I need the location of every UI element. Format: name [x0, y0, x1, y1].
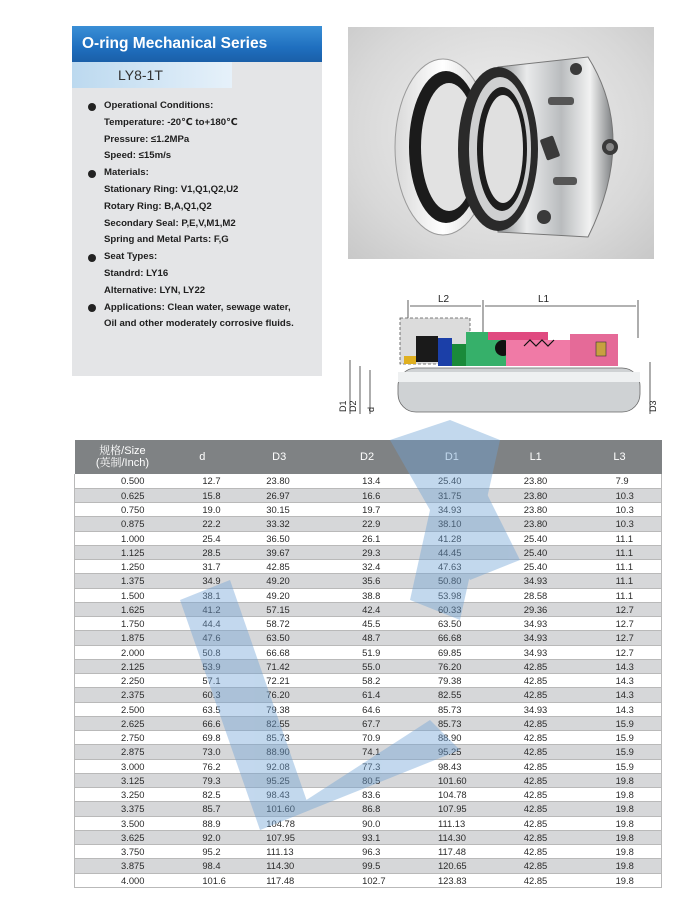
- table-cell: 93.1: [324, 830, 410, 844]
- spec-item: [86, 283, 318, 300]
- spec-text: Materials:: [104, 167, 149, 179]
- table-cell: 71.42: [234, 659, 324, 673]
- table-cell: 3.625: [75, 830, 171, 844]
- table-cell: 76.20: [234, 688, 324, 702]
- table-cell: 15.9: [578, 759, 662, 773]
- spec-text: Secondary Seal: P,E,V,M1,M2: [104, 217, 236, 229]
- table-cell: 11.1: [578, 588, 662, 602]
- table-cell: 1.875: [75, 631, 171, 645]
- table-row: [75, 802, 662, 816]
- header-size: 规格/Size (英制/Inch): [75, 440, 171, 474]
- table-row: [75, 731, 662, 745]
- table-cell: 41.28: [410, 531, 494, 545]
- table-row: [75, 702, 662, 716]
- table-cell: 26.1: [324, 531, 410, 545]
- table-cell: 79.38: [234, 702, 324, 716]
- table-cell: 47.63: [410, 560, 494, 574]
- table-cell: 2.625: [75, 716, 171, 730]
- table-cell: 85.73: [234, 731, 324, 745]
- table-cell: 42.85: [494, 688, 578, 702]
- table-cell: 45.5: [324, 617, 410, 631]
- table-cell: 1.625: [75, 602, 171, 616]
- table-cell: 74.1: [324, 745, 410, 759]
- table-cell: 3.000: [75, 759, 171, 773]
- table-cell: 23.80: [494, 517, 578, 531]
- table-cell: 2.250: [75, 674, 171, 688]
- table-cell: 11.1: [578, 560, 662, 574]
- table-cell: 0.625: [75, 488, 171, 502]
- table-cell: 19.0: [170, 503, 234, 517]
- table-cell: 25.40: [494, 531, 578, 545]
- spec-text: Applications: Clean water, sewage water,: [104, 301, 291, 313]
- table-cell: 98.43: [234, 788, 324, 802]
- table-cell: 14.3: [578, 702, 662, 716]
- table-row: [75, 602, 662, 616]
- table-cell: 1.250: [75, 560, 171, 574]
- table-cell: 44.45: [410, 545, 494, 559]
- table-cell: 50.8: [170, 645, 234, 659]
- table-cell: 42.85: [234, 560, 324, 574]
- table-body: [75, 474, 662, 887]
- seal-diagram: [338, 290, 660, 420]
- table-row: [75, 859, 662, 873]
- table-cell: 15.9: [578, 731, 662, 745]
- spec-text: Alternative: LYN, LY22: [104, 284, 206, 296]
- spec-text: Temperature: -20℃ to+180℃: [104, 116, 238, 128]
- table-cell: 34.93: [494, 617, 578, 631]
- table-cell: 42.85: [494, 873, 578, 887]
- table-cell: 42.85: [494, 759, 578, 773]
- d1-label: D1: [338, 400, 348, 412]
- table-cell: 92.08: [234, 759, 324, 773]
- spec-heading: [86, 165, 318, 182]
- spec-heading: [86, 249, 318, 266]
- table-cell: 19.8: [578, 845, 662, 859]
- table-cell: 117.48: [410, 845, 494, 859]
- d-label: d: [366, 406, 376, 412]
- product-photo: [348, 27, 654, 259]
- spec-text: Standrd: LY16: [104, 267, 169, 279]
- table-cell: 101.60: [234, 802, 324, 816]
- table-cell: 15.9: [578, 745, 662, 759]
- table-row: [75, 503, 662, 517]
- table-cell: 29.36: [494, 602, 578, 616]
- table-row: [75, 788, 662, 802]
- table-cell: 23.80: [494, 488, 578, 502]
- bullet-icon: [88, 103, 96, 111]
- header-d3: D3: [234, 440, 324, 474]
- table-row: [75, 560, 662, 574]
- table-cell: 35.6: [324, 574, 410, 588]
- table-cell: 22.9: [324, 517, 410, 531]
- spec-text: Pressure: ≤1.2MPa: [104, 133, 190, 145]
- table-cell: 36.50: [234, 531, 324, 545]
- table-cell: 99.5: [324, 859, 410, 873]
- table-cell: 14.3: [578, 659, 662, 673]
- table-cell: 38.10: [410, 517, 494, 531]
- spec-panel: [72, 26, 322, 376]
- table-cell: 42.85: [494, 859, 578, 873]
- table-cell: 104.78: [410, 788, 494, 802]
- table-cell: 42.85: [494, 731, 578, 745]
- table-cell: 26.97: [234, 488, 324, 502]
- table-cell: 42.85: [494, 788, 578, 802]
- table-cell: 82.55: [410, 688, 494, 702]
- table-cell: 2.875: [75, 745, 171, 759]
- table-cell: 114.30: [234, 859, 324, 873]
- header-d1: D1: [410, 440, 494, 474]
- table-cell: 53.98: [410, 588, 494, 602]
- table-row: [75, 716, 662, 730]
- table-cell: 31.75: [410, 488, 494, 502]
- table-cell: 63.50: [234, 631, 324, 645]
- table-cell: 12.7: [578, 645, 662, 659]
- table-cell: 73.0: [170, 745, 234, 759]
- table-cell: 38.1: [170, 588, 234, 602]
- table-cell: 111.13: [234, 845, 324, 859]
- table-cell: 107.95: [410, 802, 494, 816]
- table-cell: 101.6: [170, 873, 234, 887]
- table-cell: 63.50: [410, 617, 494, 631]
- table-cell: 19.8: [578, 830, 662, 844]
- table-cell: 41.2: [170, 602, 234, 616]
- header-d2: D2: [324, 440, 410, 474]
- table-cell: 12.7: [578, 602, 662, 616]
- spec-text: Seat Types:: [104, 251, 158, 263]
- table-cell: 1.750: [75, 617, 171, 631]
- table-cell: 19.8: [578, 873, 662, 887]
- series-title: O-ring Mechanical Series: [72, 26, 322, 62]
- table-cell: 90.0: [324, 816, 410, 830]
- table-cell: 4.000: [75, 873, 171, 887]
- spec-item: [86, 199, 318, 216]
- table-cell: 83.6: [324, 788, 410, 802]
- table-cell: 19.8: [578, 773, 662, 787]
- table-cell: 42.85: [494, 773, 578, 787]
- dimension-table: [74, 440, 662, 888]
- table-cell: 22.2: [170, 517, 234, 531]
- table-cell: 88.90: [234, 745, 324, 759]
- table-cell: 28.5: [170, 545, 234, 559]
- table-row: [75, 474, 662, 488]
- table-cell: 13.4: [324, 474, 410, 488]
- table-cell: 66.6: [170, 716, 234, 730]
- d3-label: D3: [648, 400, 658, 412]
- table-cell: 39.67: [234, 545, 324, 559]
- table-cell: 98.43: [410, 759, 494, 773]
- spec-list: [86, 98, 318, 333]
- table-row: [75, 688, 662, 702]
- table-cell: 19.8: [578, 816, 662, 830]
- table-cell: 66.68: [234, 645, 324, 659]
- table-cell: 95.25: [234, 773, 324, 787]
- table-cell: 12.7: [578, 617, 662, 631]
- table-cell: 25.40: [410, 474, 494, 488]
- table-cell: 1.000: [75, 531, 171, 545]
- model-label: LY8-1T: [72, 62, 232, 88]
- table-cell: 23.80: [494, 474, 578, 488]
- table-cell: 123.83: [410, 873, 494, 887]
- table-row: [75, 631, 662, 645]
- table-cell: 96.3: [324, 845, 410, 859]
- table-cell: 10.3: [578, 488, 662, 502]
- spec-item: [86, 266, 318, 283]
- table-cell: 32.4: [324, 560, 410, 574]
- table-cell: 76.20: [410, 659, 494, 673]
- table-cell: 15.9: [578, 716, 662, 730]
- table-cell: 69.85: [410, 645, 494, 659]
- table-cell: 44.4: [170, 617, 234, 631]
- table-cell: 48.7: [324, 631, 410, 645]
- table-cell: 2.500: [75, 702, 171, 716]
- table-cell: 2.000: [75, 645, 171, 659]
- table-cell: 86.8: [324, 802, 410, 816]
- l2-label: L2: [438, 294, 450, 305]
- table-cell: 3.875: [75, 859, 171, 873]
- table-row: [75, 674, 662, 688]
- spec-item: [86, 182, 318, 199]
- table-row: [75, 588, 662, 602]
- table-row: [75, 574, 662, 588]
- table-cell: 49.20: [234, 574, 324, 588]
- table-cell: 72.21: [234, 674, 324, 688]
- table-cell: 79.3: [170, 773, 234, 787]
- table-cell: 3.500: [75, 816, 171, 830]
- table-cell: 66.68: [410, 631, 494, 645]
- table-row: [75, 545, 662, 559]
- table-row: [75, 617, 662, 631]
- table-cell: 69.8: [170, 731, 234, 745]
- table-cell: 98.4: [170, 859, 234, 873]
- table-cell: 104.78: [234, 816, 324, 830]
- cross-section-drawing: [338, 290, 660, 420]
- mechanical-seal-image: [348, 27, 654, 259]
- spec-item: [86, 132, 318, 149]
- table-cell: 25.40: [494, 560, 578, 574]
- table-row: [75, 759, 662, 773]
- table-cell: 2.375: [75, 688, 171, 702]
- table-cell: 3.125: [75, 773, 171, 787]
- table-cell: 10.3: [578, 503, 662, 517]
- table-cell: 42.85: [494, 716, 578, 730]
- table-cell: 19.8: [578, 788, 662, 802]
- table-cell: 42.85: [494, 830, 578, 844]
- table-header-row: [75, 440, 662, 474]
- table-row: [75, 773, 662, 787]
- table-cell: 34.93: [494, 631, 578, 645]
- table-cell: 60.33: [410, 602, 494, 616]
- table-cell: 88.90: [410, 731, 494, 745]
- bullet-icon: [88, 304, 96, 312]
- table-cell: 55.0: [324, 659, 410, 673]
- table-cell: 88.9: [170, 816, 234, 830]
- table-cell: 85.73: [410, 702, 494, 716]
- spec-text: Rotary Ring: B,A,Q1,Q2: [104, 200, 212, 212]
- header-l1: L1: [494, 440, 578, 474]
- table-cell: 1.125: [75, 545, 171, 559]
- table-cell: 76.2: [170, 759, 234, 773]
- table-cell: 51.9: [324, 645, 410, 659]
- table-row: [75, 845, 662, 859]
- table-cell: 38.8: [324, 588, 410, 602]
- table-cell: 42.85: [494, 659, 578, 673]
- table-cell: 53.9: [170, 659, 234, 673]
- table-cell: 58.72: [234, 617, 324, 631]
- table-cell: 25.40: [494, 545, 578, 559]
- table-cell: 23.80: [494, 503, 578, 517]
- table-cell: 50.80: [410, 574, 494, 588]
- table-cell: 3.375: [75, 802, 171, 816]
- spec-text: Speed: ≤15m/s: [104, 150, 172, 162]
- table-cell: 67.7: [324, 716, 410, 730]
- table-cell: 34.93: [494, 574, 578, 588]
- table-cell: 16.6: [324, 488, 410, 502]
- table-cell: 14.3: [578, 688, 662, 702]
- table-cell: 2.125: [75, 659, 171, 673]
- table-cell: 3.250: [75, 788, 171, 802]
- table-row: [75, 645, 662, 659]
- table-cell: 42.4: [324, 602, 410, 616]
- spec-text: Operational Conditions:: [104, 100, 214, 111]
- table-cell: 82.55: [234, 716, 324, 730]
- table-cell: 57.1: [170, 674, 234, 688]
- table-cell: 0.750: [75, 503, 171, 517]
- spec-heading: [86, 98, 318, 115]
- l1-label: L1: [538, 294, 550, 305]
- table-cell: 34.93: [494, 645, 578, 659]
- table-cell: 12.7: [578, 631, 662, 645]
- table-cell: 1.500: [75, 588, 171, 602]
- table-cell: 42.85: [494, 845, 578, 859]
- table-cell: 29.3: [324, 545, 410, 559]
- table-cell: 85.73: [410, 716, 494, 730]
- table-cell: 28.58: [494, 588, 578, 602]
- table-cell: 82.5: [170, 788, 234, 802]
- table-cell: 117.48: [234, 873, 324, 887]
- table-cell: 0.875: [75, 517, 171, 531]
- spec-item: [86, 115, 318, 132]
- table-cell: 42.85: [494, 802, 578, 816]
- table-cell: 107.95: [234, 830, 324, 844]
- table-cell: 23.80: [234, 474, 324, 488]
- table-row: [75, 873, 662, 887]
- spec-item: [86, 216, 318, 233]
- table-cell: 49.20: [234, 588, 324, 602]
- table-cell: 19.8: [578, 802, 662, 816]
- table-cell: 31.7: [170, 560, 234, 574]
- table-cell: 34.93: [494, 702, 578, 716]
- table-cell: 58.2: [324, 674, 410, 688]
- bullet-icon: [88, 170, 96, 178]
- table-row: [75, 517, 662, 531]
- table-cell: 2.750: [75, 731, 171, 745]
- table-row: [75, 488, 662, 502]
- table-cell: 11.1: [578, 545, 662, 559]
- table-cell: 60.3: [170, 688, 234, 702]
- table-cell: 42.85: [494, 674, 578, 688]
- table-cell: 30.15: [234, 503, 324, 517]
- table-cell: 95.2: [170, 845, 234, 859]
- table-cell: 14.3: [578, 674, 662, 688]
- spec-text: Oil and other moderately corrosive fluids.: [104, 318, 294, 330]
- table-cell: 11.1: [578, 574, 662, 588]
- spec-heading: [86, 300, 318, 317]
- table-cell: 33.32: [234, 517, 324, 531]
- table-cell: 92.0: [170, 830, 234, 844]
- table-cell: 34.9: [170, 574, 234, 588]
- table-row: [75, 745, 662, 759]
- table-cell: 42.85: [494, 745, 578, 759]
- table-cell: 10.3: [578, 517, 662, 531]
- table-cell: 79.38: [410, 674, 494, 688]
- table-cell: 0.500: [75, 474, 171, 488]
- table-cell: 3.750: [75, 845, 171, 859]
- model-bar-spacer: [232, 62, 322, 88]
- table-cell: 120.65: [410, 859, 494, 873]
- table-cell: 7.9: [578, 474, 662, 488]
- table-cell: 12.7: [170, 474, 234, 488]
- table-cell: 111.13: [410, 816, 494, 830]
- spec-text: Stationary Ring: V1,Q1,Q2,U2: [104, 183, 239, 195]
- table-cell: 25.4: [170, 531, 234, 545]
- header-l3: L3: [578, 440, 662, 474]
- table-row: [75, 531, 662, 545]
- table-cell: 80.5: [324, 773, 410, 787]
- table-cell: 11.1: [578, 531, 662, 545]
- table-cell: 63.5: [170, 702, 234, 716]
- table-cell: 19.8: [578, 859, 662, 873]
- table-cell: 64.6: [324, 702, 410, 716]
- table-row: [75, 830, 662, 844]
- table-cell: 70.9: [324, 731, 410, 745]
- table-cell: 61.4: [324, 688, 410, 702]
- bullet-icon: [88, 254, 96, 262]
- table-cell: 85.7: [170, 802, 234, 816]
- table-cell: 57.15: [234, 602, 324, 616]
- spec-item: [86, 148, 318, 165]
- table-cell: 1.375: [75, 574, 171, 588]
- table-cell: 15.8: [170, 488, 234, 502]
- table-cell: 102.7: [324, 873, 410, 887]
- table-cell: 114.30: [410, 830, 494, 844]
- header-d: d: [170, 440, 234, 474]
- table-cell: 34.93: [410, 503, 494, 517]
- spec-item: [86, 232, 318, 249]
- d2-label: D2: [348, 400, 358, 412]
- spec-item: [86, 316, 318, 333]
- table-cell: 95.25: [410, 745, 494, 759]
- table-row: [75, 659, 662, 673]
- table-row: [75, 816, 662, 830]
- table-cell: 77.3: [324, 759, 410, 773]
- table-cell: 47.6: [170, 631, 234, 645]
- spec-text: Spring and Metal Parts: F,G: [104, 234, 229, 246]
- table-cell: 42.85: [494, 816, 578, 830]
- table-cell: 101.60: [410, 773, 494, 787]
- table-cell: 19.7: [324, 503, 410, 517]
